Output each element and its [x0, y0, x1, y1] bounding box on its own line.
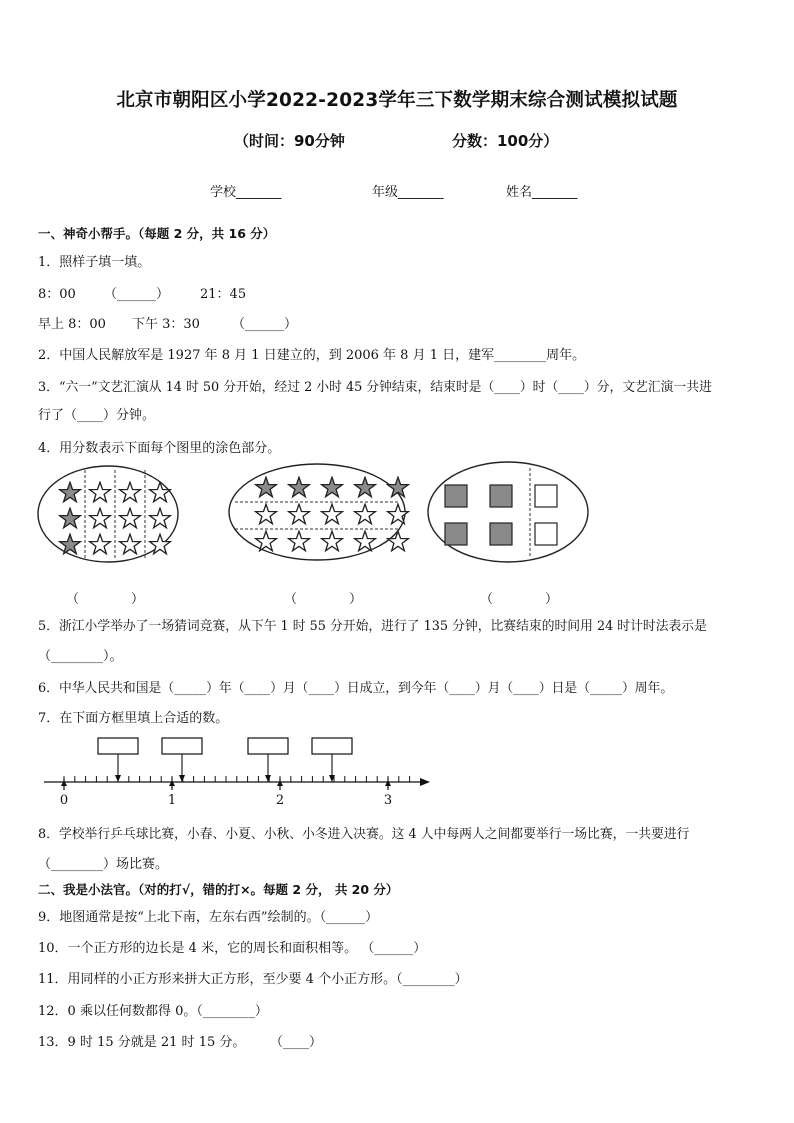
star-shape [322, 531, 343, 551]
q4-answer-2[interactable]: （ ） [284, 592, 363, 607]
star-shape [256, 477, 277, 497]
q3-line2: 行了（____）分钟。 [38, 408, 156, 423]
q3-line1: 3．“六一”文艺汇演从 14 时 50 分开始，经过 2 小时 45 分钟结束，结束时是（____）时（____）分，文艺汇演一共进 [38, 380, 712, 395]
star-shape [90, 534, 111, 554]
q5-line1: 5．浙江小学举办了一场猜词竞赛，从下午 1 时 55 分开始，进行了 135 分钟，比赛结束的时间用 24 时计时法表示是 [38, 619, 707, 634]
square-shape [535, 523, 557, 545]
tick-arrowhead [385, 780, 391, 786]
star-shape [322, 477, 343, 497]
star-shape [355, 477, 376, 497]
star-shape [150, 508, 171, 528]
answer-box [312, 738, 352, 754]
pointer-arrowhead [265, 775, 271, 782]
pointer-arrowhead [115, 775, 121, 782]
star-shape [355, 531, 376, 551]
tick-arrowhead [169, 780, 175, 786]
star-shape [388, 531, 409, 551]
star-shape [256, 504, 277, 524]
star-shape [150, 482, 171, 502]
q13-blank[interactable]: （____） [270, 1035, 323, 1050]
fig3-squares [445, 468, 557, 558]
axis-arrow [420, 778, 430, 786]
q8-line1: 8．学校举行乒乓球比赛，小春、小夏、小秋、小冬进入决赛。这 4 人中每两人之间都要举行一场比赛，一共要进行 [38, 827, 690, 842]
tick-label: 3 [383, 793, 393, 808]
q2-text: 2．中国人民解放军是 1927 年 8 月 1 日建立的，到 2006 年 8 月 1 日，建军________周年。 [38, 348, 586, 363]
tick-arrowhead [61, 780, 67, 786]
time-info: （时间：90分钟 [234, 132, 345, 150]
name-field[interactable]: 姓名_______ [506, 185, 578, 200]
q1-example-left: 8：00 [38, 287, 76, 302]
q4-text: 4．用分数表示下面每个图里的涂色部分。 [38, 441, 281, 456]
star-shape [120, 482, 141, 502]
q6-text: 6．中华人民共和国是（_____）年（____）月（____）日成立，到今年（____）月（____）日是（_____）周年。 [38, 681, 674, 696]
answer-box [98, 738, 138, 754]
pointer-arrowhead [179, 775, 185, 782]
square-shape [445, 485, 467, 507]
q12-text: 12．0 乘以任何数都得 0。（________） [38, 1004, 268, 1019]
square-shape [490, 523, 512, 545]
star-shape [355, 504, 376, 524]
q1-example-right: 21：45 [200, 287, 247, 302]
score-info: 分数：100分） [452, 132, 559, 150]
q1-row2-blank[interactable]: （______） [232, 317, 298, 332]
tick-label: 2 [275, 793, 285, 808]
star-shape [90, 508, 111, 528]
section2-heading: 二、我是小法官。（对的打√，错的打×。每题 2 分， 共 20 分） [38, 882, 399, 897]
fig1-stars [60, 470, 171, 560]
answer-box [248, 738, 288, 754]
q10-text: 10．一个正方形的边长是 4 米，它的周长和面积相等。 （______） [38, 941, 427, 956]
q11-text: 11．用同样的小正方形来拼大正方形，至少要 4 个小正方形。（________） [38, 972, 468, 987]
section1-heading: 一、神奇小帮手。（每题 2 分，共 16 分） [38, 226, 276, 241]
q5-line2: （________）。 [38, 649, 123, 664]
tick-label: 0 [59, 793, 69, 808]
fig2-stars [235, 477, 408, 551]
star-shape [120, 534, 141, 554]
q8-line2: （________）场比赛。 [38, 857, 169, 872]
square-shape [445, 523, 467, 545]
fig3-oval [428, 462, 588, 562]
q4-figures [0, 462, 794, 582]
star-shape [322, 504, 343, 524]
q4-answer-1[interactable]: （ ） [66, 592, 145, 607]
page-title: 北京市朝阳区小学2022-2023学年三下数学期末综合测试模拟试题 [116, 90, 678, 111]
tick-arrowhead [277, 780, 283, 786]
star-shape [289, 477, 310, 497]
star-shape [60, 482, 81, 502]
q7-text: 7．在下面方框里填上合适的数。 [38, 711, 229, 726]
star-shape [289, 504, 310, 524]
star-shape [60, 508, 81, 528]
q1-text: 1．照样子填一填。 [38, 255, 151, 270]
q9-text: 9．地图通常是按“上北下南，左东右西”绘制的。（______） [38, 910, 379, 925]
square-shape [535, 485, 557, 507]
tick-label: 1 [167, 793, 177, 808]
square-shape [490, 485, 512, 507]
star-shape [120, 508, 141, 528]
answer-box [162, 738, 202, 754]
grade-field[interactable]: 年级_______ [372, 185, 444, 200]
school-field[interactable]: 学校_______ [210, 185, 282, 200]
q1-example-blank[interactable]: （______） [104, 287, 170, 302]
number-line [0, 734, 794, 814]
star-shape [289, 531, 310, 551]
q4-answer-3[interactable]: （ ） [480, 592, 559, 607]
q1-row2-a: 早上 8：00 [38, 317, 106, 332]
q13-text: 13．9 时 15 分就是 21 时 15 分。 [38, 1035, 246, 1050]
q1-row2-b: 下午 3：30 [132, 317, 200, 332]
star-shape [90, 482, 111, 502]
